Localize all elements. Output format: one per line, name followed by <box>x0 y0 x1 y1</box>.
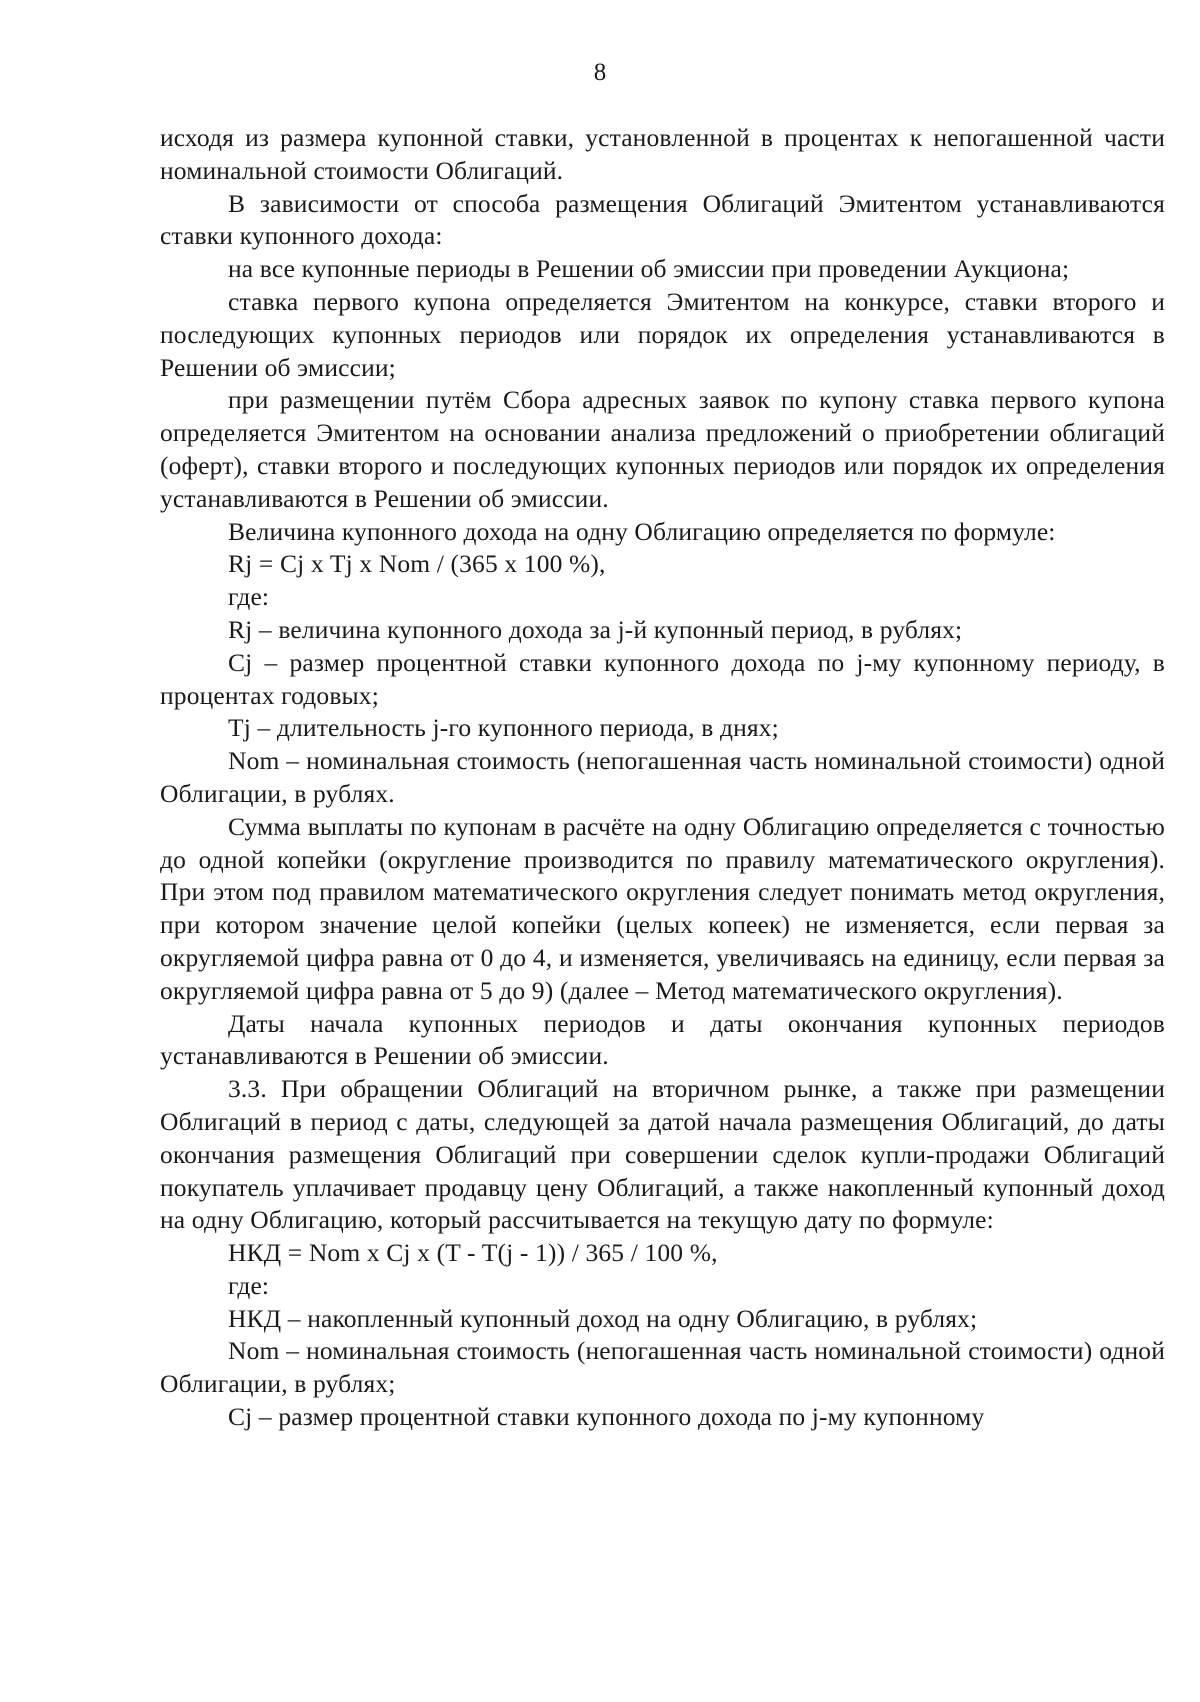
formula-coupon-income: Rj = Cj x Tj x Nom / (365 x 100 %), <box>228 549 606 579</box>
definition-rj: Rj – величина купонного дохода за j-й купонный период, в рублях; <box>228 614 963 644</box>
section-3-3: 3.3. При обращении Облигаций на вторичном рынке, а также при размещении Облигаций в период с даты, следующей за датой начала размещения Облигаций, до даты окончания размещения Облигаций при совершении сделок купли-продажи Облигаций покупатель уплачивает продавцу цену Облигаций, а также накопленный купонный доход на одну Облигацию, который рассчитывается на текущую дату по формуле: <box>160 1074 1165 1235</box>
formula-where-label-2: где: <box>228 1270 270 1300</box>
definition-nom-2: Nom – номинальная стоимость (непогашенная часть номинальной стоимости) одной Облигации, в рублях; <box>160 1336 1165 1399</box>
paragraph-rounding: Сумма выплаты по купонам в расчёте на одну Облигацию определяется с точностью до одной копейки (округление производится по правилу математического округления). При этом под правилом математического округления следует понимать метод округления, при котором значение целой копейки (целых копеек) не изменяется, если первая за округляемой цифра равна от 0 до 4, и изменяется, увеличиваясь на единицу, если первая за округляемой цифра равна от 5 до 9) (далее – Метод математического округления). <box>160 811 1165 1005</box>
definition-nkd: НКД – накопленный купонный доход на одну Облигацию, в рублях; <box>228 1303 978 1333</box>
formula-accrued-income: НКД = Nom x Cj x (T - T(j - 1)) / 365 / 100 %, <box>228 1238 718 1268</box>
paragraph-coupon-dates: Даты начала купонных периодов и даты окончания купонных периодов устанавливаются в Решении об эмиссии. <box>160 1008 1165 1071</box>
definition-tj: Tj – длительность j-го купонного периода, в днях; <box>228 713 779 743</box>
definition-cj: Cj – размер процентной ставки купонного дохода по j-му купонному периоду, в процентах годовых; <box>160 647 1165 710</box>
paragraph-contest: ставка первого купона определяется Эмитентом на конкурсе, ставки второго и последующих купонных периодов или порядок их определения устанавливаются в Решении об эмиссии; <box>160 286 1165 382</box>
formula-where-label: где: <box>228 582 270 612</box>
definition-cj-2: Cj – размер процентной ставки купонного дохода по j-му купонному <box>228 1402 985 1432</box>
paragraph-book-building: при размещении путём Сбора адресных заявок по купону ставка первого купона определяется Эмитентом на основании анализа предложений о приобретении облигаций (оферт), ставки второго и последующих купонных периодов или порядок их определения устанавливаются в Решении об эмиссии. <box>160 385 1165 513</box>
paragraph-coupon-rates-intro: В зависимости от способа размещения Облигаций Эмитентом устанавливаются ставки купонного дохода: <box>160 188 1165 251</box>
document-body <box>160 122 1165 1434</box>
page-number: 8 <box>593 59 607 86</box>
paragraph-continuation: исходя из размера купонной ставки, установленной в процентах к непогашенной части номинальной стоимости Облигаций. <box>160 123 1165 185</box>
paragraph-coupon-formula-intro: Величина купонного дохода на одну Облигацию определяется по формуле: <box>228 516 1056 546</box>
paragraph-auction: на все купонные периоды в Решении об эмиссии при проведении Аукциона; <box>228 254 1070 284</box>
definition-nom: Nom – номинальная стоимость (непогашенная часть номинальной стоимости) одной Облигации, в рублях. <box>160 746 1165 808</box>
